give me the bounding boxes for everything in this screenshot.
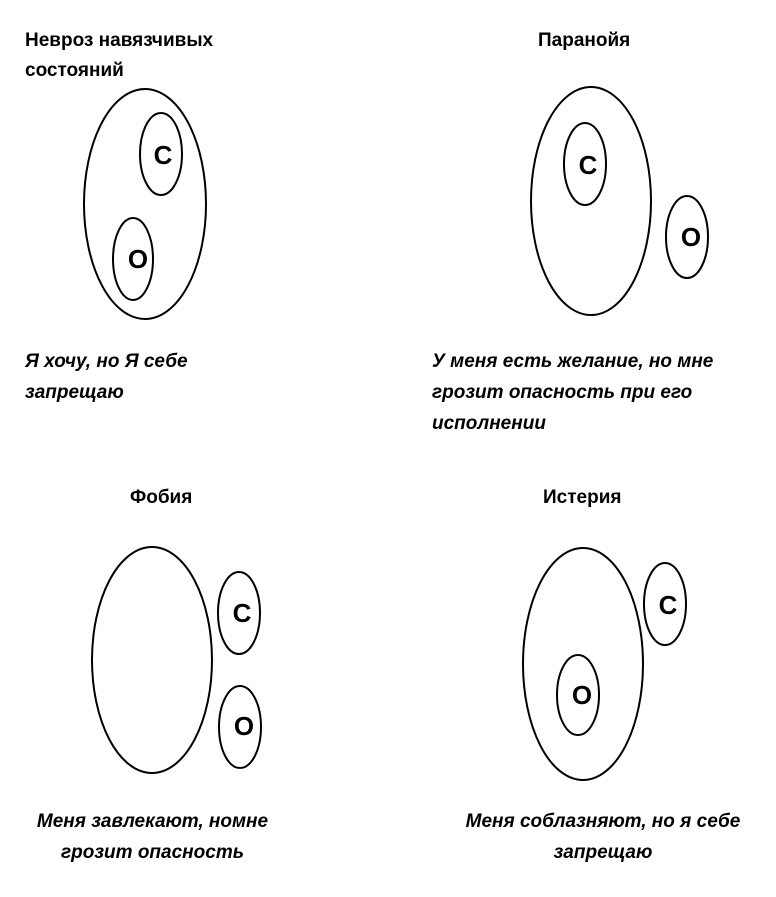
hysteria-title: Истерия (543, 487, 622, 508)
hysteria-caption-line2: запрещаю (553, 842, 653, 863)
hysteria-caption (458, 806, 748, 868)
ocd-caption-line1: Я хочу, но Я себе (25, 351, 188, 372)
phobia-personality-ellipse (92, 547, 212, 773)
ocd-o-label: О (127, 244, 149, 274)
phobia-title: Фобия (130, 487, 193, 508)
ocd-title-line1: Невроз навязчивых (25, 30, 214, 51)
hysteria-caption-line1: Меня соблазняют, но я себе (465, 811, 741, 832)
paranoia-title: Паранойя (538, 30, 631, 51)
phobia-c-label: С (232, 598, 252, 628)
paranoia-caption-line2: грозит опасность при его (432, 382, 693, 403)
phobia-caption-line2: грозит опасность (61, 842, 244, 863)
phobia-o-label: О (233, 711, 255, 741)
ocd-caption (25, 346, 188, 408)
paranoia-caption (432, 346, 713, 439)
hysteria-c-label: С (658, 590, 678, 620)
ocd-c-label: С (153, 140, 173, 170)
ocd-title-line2: состояний (25, 60, 124, 81)
phobia-caption (20, 806, 285, 868)
paranoia-caption-line3: исполнении (432, 413, 546, 434)
paranoia-c-label: С (578, 150, 598, 180)
paranoia-caption-line1: У меня есть желание, но мне (432, 351, 714, 372)
phobia-caption-line1: Меня завлекают, номне (36, 811, 269, 832)
hysteria-o-label: О (571, 680, 593, 710)
ocd-caption-line2: запрещаю (25, 382, 124, 403)
paranoia-o-label: О (680, 222, 702, 252)
